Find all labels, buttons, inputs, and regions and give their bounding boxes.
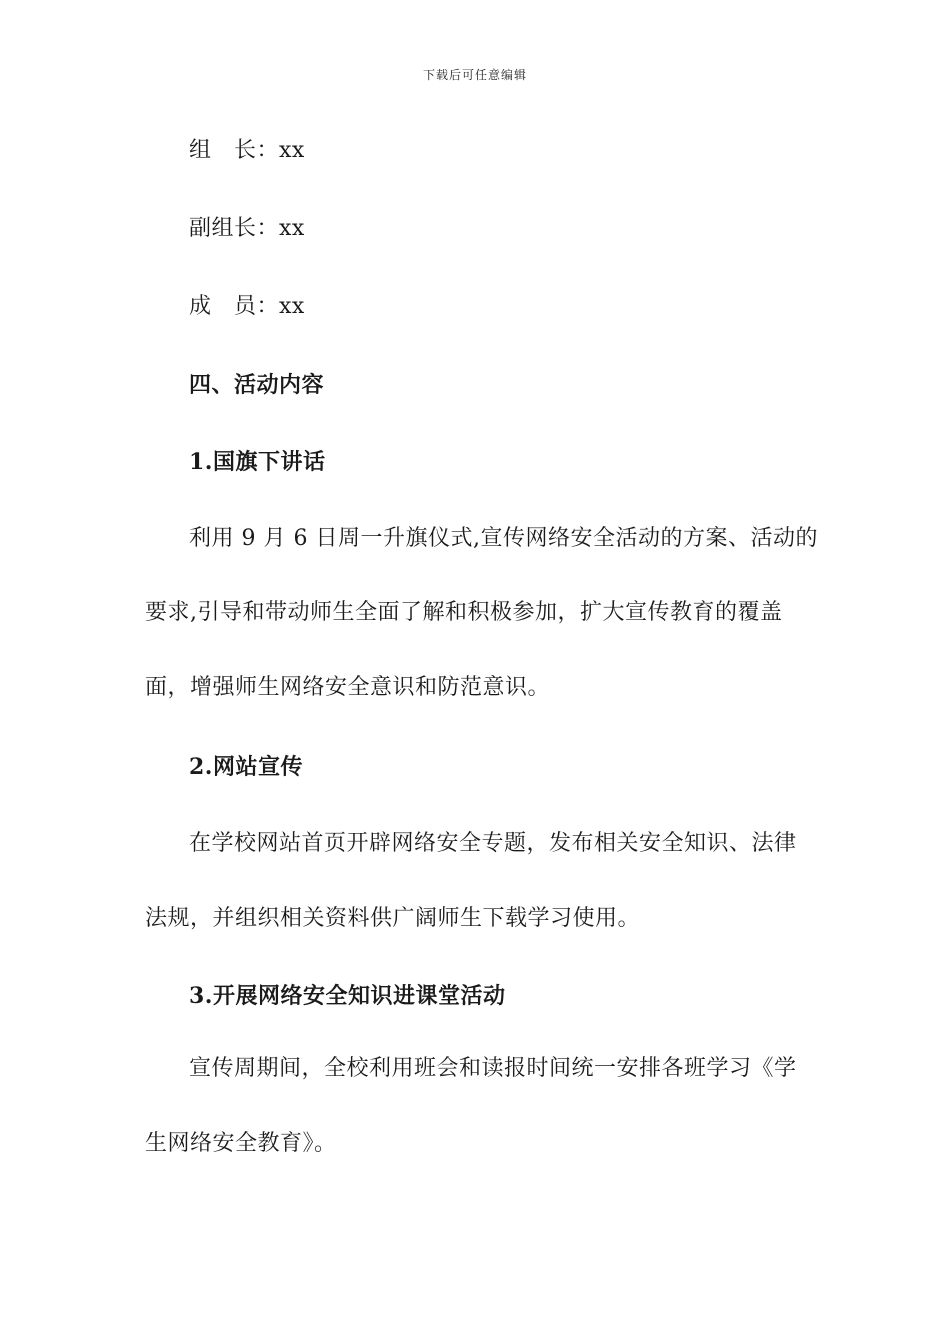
leader-line: 组 长：xx: [189, 138, 305, 163]
item-3-paragraph-line: 宣传周期间，全校利用班会和读报时间统一安排各班学习《学: [189, 1056, 797, 1081]
page-header-note: 下载后可任意编辑: [422, 68, 527, 82]
item-3-paragraph-line: 生网络安全教育》。: [145, 1131, 337, 1156]
item-1-paragraph-line: 利用 9 月 6 日周一升旗仪式,宣传网络安全活动的方案、活动的: [189, 526, 818, 551]
item-2-paragraph-line: 法规，并组织相关资料供广阔师生下载学习使用。: [145, 906, 641, 931]
deputy-leader-line: 副组长：xx: [189, 216, 305, 241]
item-2-paragraph-line: 在学校网站首页开辟网络安全专题，发布相关安全知识、法律: [189, 831, 797, 856]
item-3-title: 3.开展网络安全知识进课堂活动: [189, 983, 506, 1009]
item-1-title: 1.国旗下讲话: [189, 449, 326, 475]
section-heading: 四、活动内容: [189, 372, 325, 398]
members-line: 成 员：xx: [189, 294, 305, 319]
item-1-paragraph-line: 面，增强师生网络安全意识和防范意识。: [145, 675, 551, 700]
item-1-paragraph-line: 要求,引导和带动师生全面了解和积极参加，扩大宣传教育的覆盖: [145, 600, 783, 625]
item-2-title: 2.网站宣传: [189, 754, 303, 780]
